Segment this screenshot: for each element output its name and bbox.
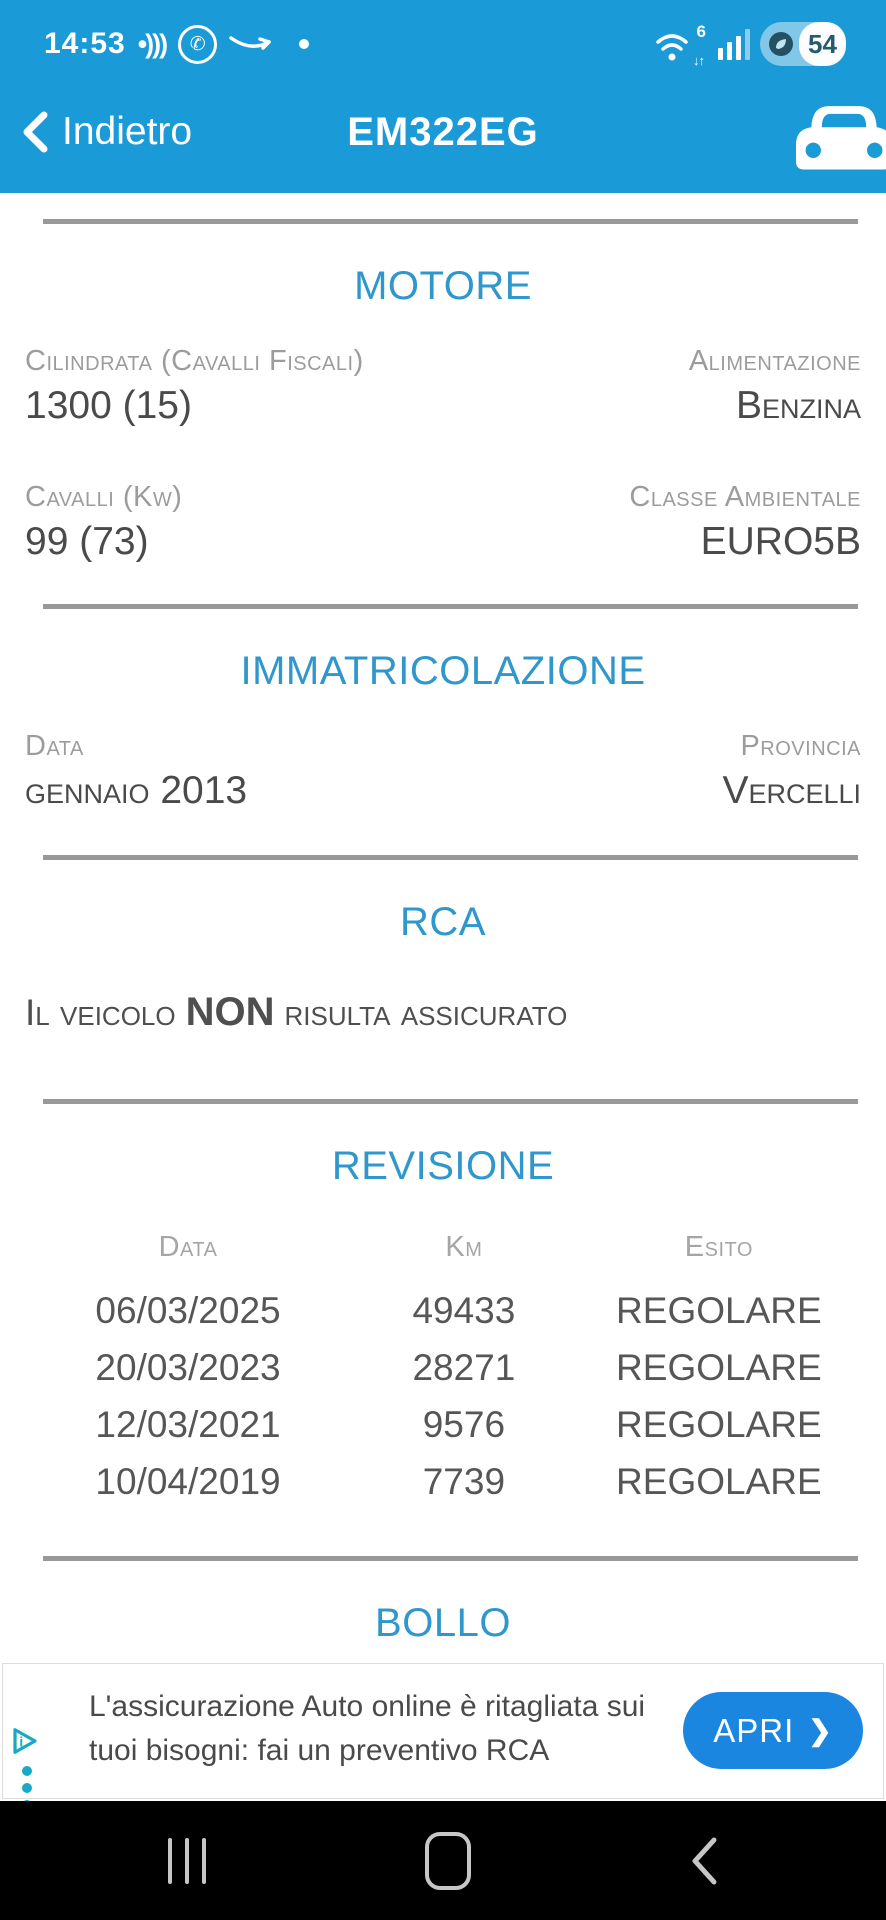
field-label: Cavalli (Kw) <box>25 481 183 513</box>
column-header-data: Data <box>158 1231 218 1263</box>
status-bar <box>0 0 886 72</box>
field-label: Alimentazione <box>688 345 861 377</box>
app-header-area <box>0 0 886 193</box>
clock: 14:53 <box>44 27 126 60</box>
revisione-table <box>25 1230 861 1504</box>
signal-bars-icon <box>718 28 750 60</box>
rca-text-suffix: risulta assicurato <box>284 992 568 1033</box>
table-cell: 28271 <box>412 1347 516 1388</box>
field-label: Data <box>25 730 84 762</box>
table-cell: REGOLARE <box>616 1347 822 1388</box>
divider <box>43 855 858 860</box>
back-chevron-icon <box>690 1836 718 1886</box>
field-value: gennaio 2013 <box>25 769 248 812</box>
back-button[interactable] <box>22 110 192 154</box>
field-label: Cilindrata (Cavalli Fiscali) <box>25 345 364 377</box>
table-cell: 7739 <box>422 1461 506 1502</box>
whatsapp-icon: ✆ <box>178 25 217 64</box>
field-value: 1300 (15) <box>25 384 192 427</box>
rca-text-prefix: Il veicolo <box>25 992 176 1033</box>
table-cell: 12/03/2021 <box>95 1404 281 1445</box>
rca-status-text <box>25 990 861 1035</box>
field-alimentazione <box>689 344 861 428</box>
table-cell: REGOLARE <box>616 1461 822 1502</box>
field-cavalli <box>25 480 182 564</box>
motore-row-1 <box>25 344 861 428</box>
column-header-esito: Esito <box>684 1231 753 1263</box>
wifi-arrows-icon: ↓↑ <box>693 53 704 68</box>
table-cell: 49433 <box>412 1290 516 1331</box>
android-navigation-bar <box>0 1801 886 1920</box>
svg-text:i: i <box>19 1734 24 1750</box>
field-value: 99 (73) <box>25 520 149 563</box>
chevron-right-icon: ❯ <box>808 1715 833 1746</box>
table-cell: 9576 <box>422 1404 506 1445</box>
power-saving-leaf-icon <box>767 30 795 58</box>
vehicle-details <box>0 219 886 1643</box>
android-back-button[interactable] <box>690 1836 718 1886</box>
ad-banner[interactable] <box>2 1663 884 1799</box>
section-title-bollo: BOLLO <box>375 1601 511 1645</box>
swoosh-notification-icon <box>229 34 273 54</box>
car-icon[interactable] <box>796 98 886 170</box>
table-cell: 06/03/2025 <box>95 1290 281 1331</box>
status-right <box>654 22 846 66</box>
field-label: Classe Ambientale <box>629 481 861 513</box>
back-button-label: Indietro <box>62 110 193 153</box>
section-title-motore: MOTORE <box>354 264 532 308</box>
adchoices-icon[interactable] <box>9 1726 41 1756</box>
field-value: Vercelli <box>722 769 861 812</box>
field-label: Provincia <box>740 730 861 762</box>
wifi-icon <box>654 22 708 68</box>
field-provincia <box>722 729 861 813</box>
immatricolazione-row <box>25 729 861 813</box>
divider <box>43 1556 858 1561</box>
ad-open-button-label: APRI <box>713 1711 795 1749</box>
battery-percent: 54 <box>799 22 846 66</box>
field-value: Benzina <box>735 384 861 427</box>
ad-open-button[interactable] <box>683 1692 863 1769</box>
table-cell: 10/04/2019 <box>95 1461 281 1502</box>
section-title-rca: RCA <box>400 900 486 944</box>
rca-text-bold: NON <box>185 990 275 1034</box>
motore-row-2 <box>25 480 861 564</box>
page-title: EM322EG <box>347 109 539 154</box>
home-button[interactable] <box>425 1832 471 1890</box>
field-data-immatricolazione <box>25 729 247 813</box>
wifi-generation-label: 6 <box>696 22 706 41</box>
notification-dot-icon <box>299 39 309 49</box>
table-cell: 20/03/2023 <box>95 1347 281 1388</box>
field-cilindrata <box>25 344 364 428</box>
recent-apps-button[interactable] <box>168 1838 206 1884</box>
table-cell: REGOLARE <box>616 1290 822 1331</box>
column-header-km: Km <box>445 1231 483 1263</box>
sound-wave-icon: •))) <box>137 28 167 59</box>
status-left <box>44 25 309 64</box>
section-title-immatricolazione: IMMATRICOLAZIONE <box>240 649 646 693</box>
divider <box>43 604 858 609</box>
divider <box>43 1099 858 1104</box>
field-value: EURO5B <box>700 520 861 563</box>
table-cell: REGOLARE <box>616 1404 822 1445</box>
divider <box>43 219 858 224</box>
battery-indicator <box>760 22 846 66</box>
ad-text[interactable]: L'assicurazione Auto online è ritagliata sui tuoi bisogni: fai un preventivo RCA <box>89 1690 646 1767</box>
back-chevron-icon <box>22 111 48 153</box>
field-classe-ambientale <box>629 480 861 564</box>
section-title-revisione: REVISIONE <box>331 1144 555 1188</box>
app-header <box>0 72 886 192</box>
